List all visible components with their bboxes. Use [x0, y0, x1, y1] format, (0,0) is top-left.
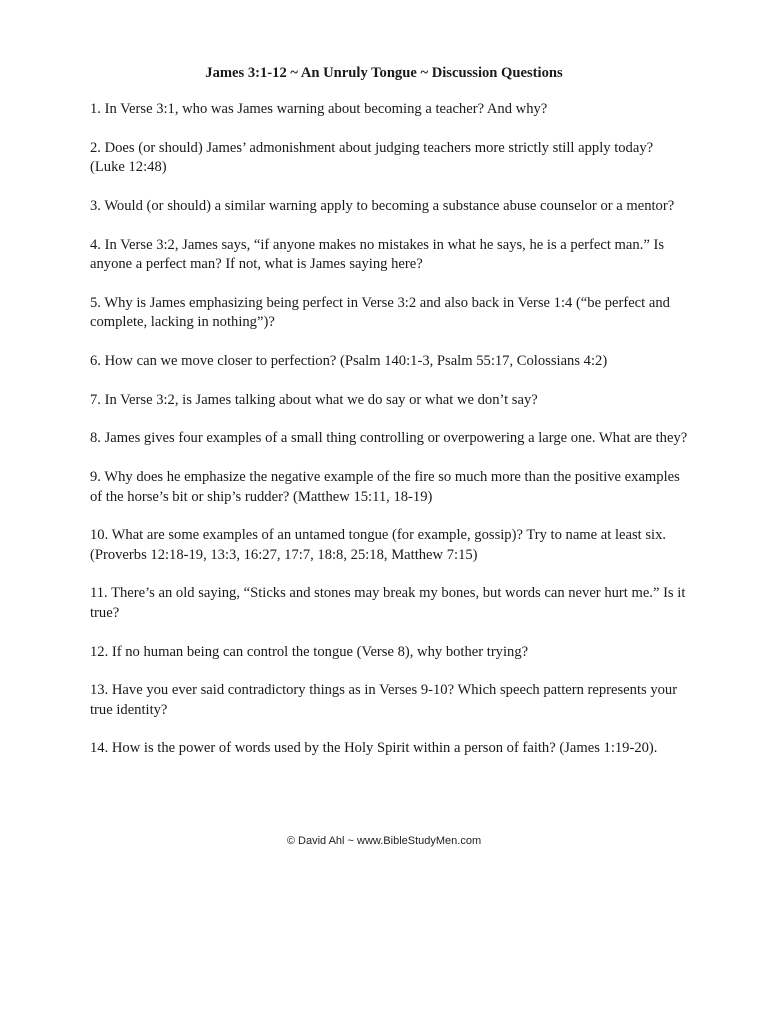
question-item: 5. Why is James emphasizing being perfect in Verse 3:2 and also back in Verse 1:4 (“be perfect and complete, lacking in nothing”)?: [90, 294, 670, 331]
document-title: James 3:1-12 ~ An Unruly Tongue ~ Discussion Questions: [205, 65, 563, 81]
question-item: 14. How is the power of words used by the Holy Spirit within a person of faith? (James 1:19-20).: [90, 740, 658, 757]
question-list: [90, 100, 690, 778]
question-item: 6. How can we move closer to perfection? (Psalm 140:1-3, Psalm 55:17, Colossians 4:2): [90, 352, 608, 369]
question-item: 13. Have you ever said contradictory things as in Verses 9-10? Which speech pattern represents your true identity?: [90, 682, 678, 718]
question-item: 3. Would (or should) a similar warning apply to becoming a substance abuse counselor or a mentor?: [90, 197, 675, 214]
question-item: 1. In Verse 3:1, who was James warning about becoming a teacher? And why?: [90, 101, 548, 117]
question-item: 7. In Verse 3:2, is James talking about what we do say or what we don’t say?: [90, 391, 538, 408]
question-item: 11. There’s an old saying, “Sticks and stones may break my bones, but words can never hurt me.” Is it true?: [90, 585, 686, 621]
footer-credit: © David Ahl ~ www.BibleStudyMen.com: [286, 835, 482, 847]
question-item: 4. In Verse 3:2, James says, “if anyone makes no mistakes in what he says, he is a perfect man.” Is anyone a perfect man? If not, what is James saying here?: [90, 236, 665, 272]
question-item: 10. What are some examples of an untamed tongue (for example, gossip)? Try to name at least six. (Proverbs 12:18-19, 13:3, 16:27, 17:7, 18:8, 25:18, Matthew 7:15): [90, 527, 667, 563]
question-item: 12. If no human being can control the tongue (Verse 8), why bother trying?: [90, 643, 529, 660]
question-item: 2. Does (or should) James’ admonishment about judging teachers more strictly still apply today? (Luke 12:48): [90, 139, 654, 176]
question-item: 8. James gives four examples of a small thing controlling or overpowering a large one. What are they?: [90, 430, 688, 447]
question-item: 9. Why does he emphasize the negative example of the fire so much more than the positive examples of the horse’s bit or ship’s rudder? (Matthew 15:11, 18-19): [90, 469, 680, 505]
